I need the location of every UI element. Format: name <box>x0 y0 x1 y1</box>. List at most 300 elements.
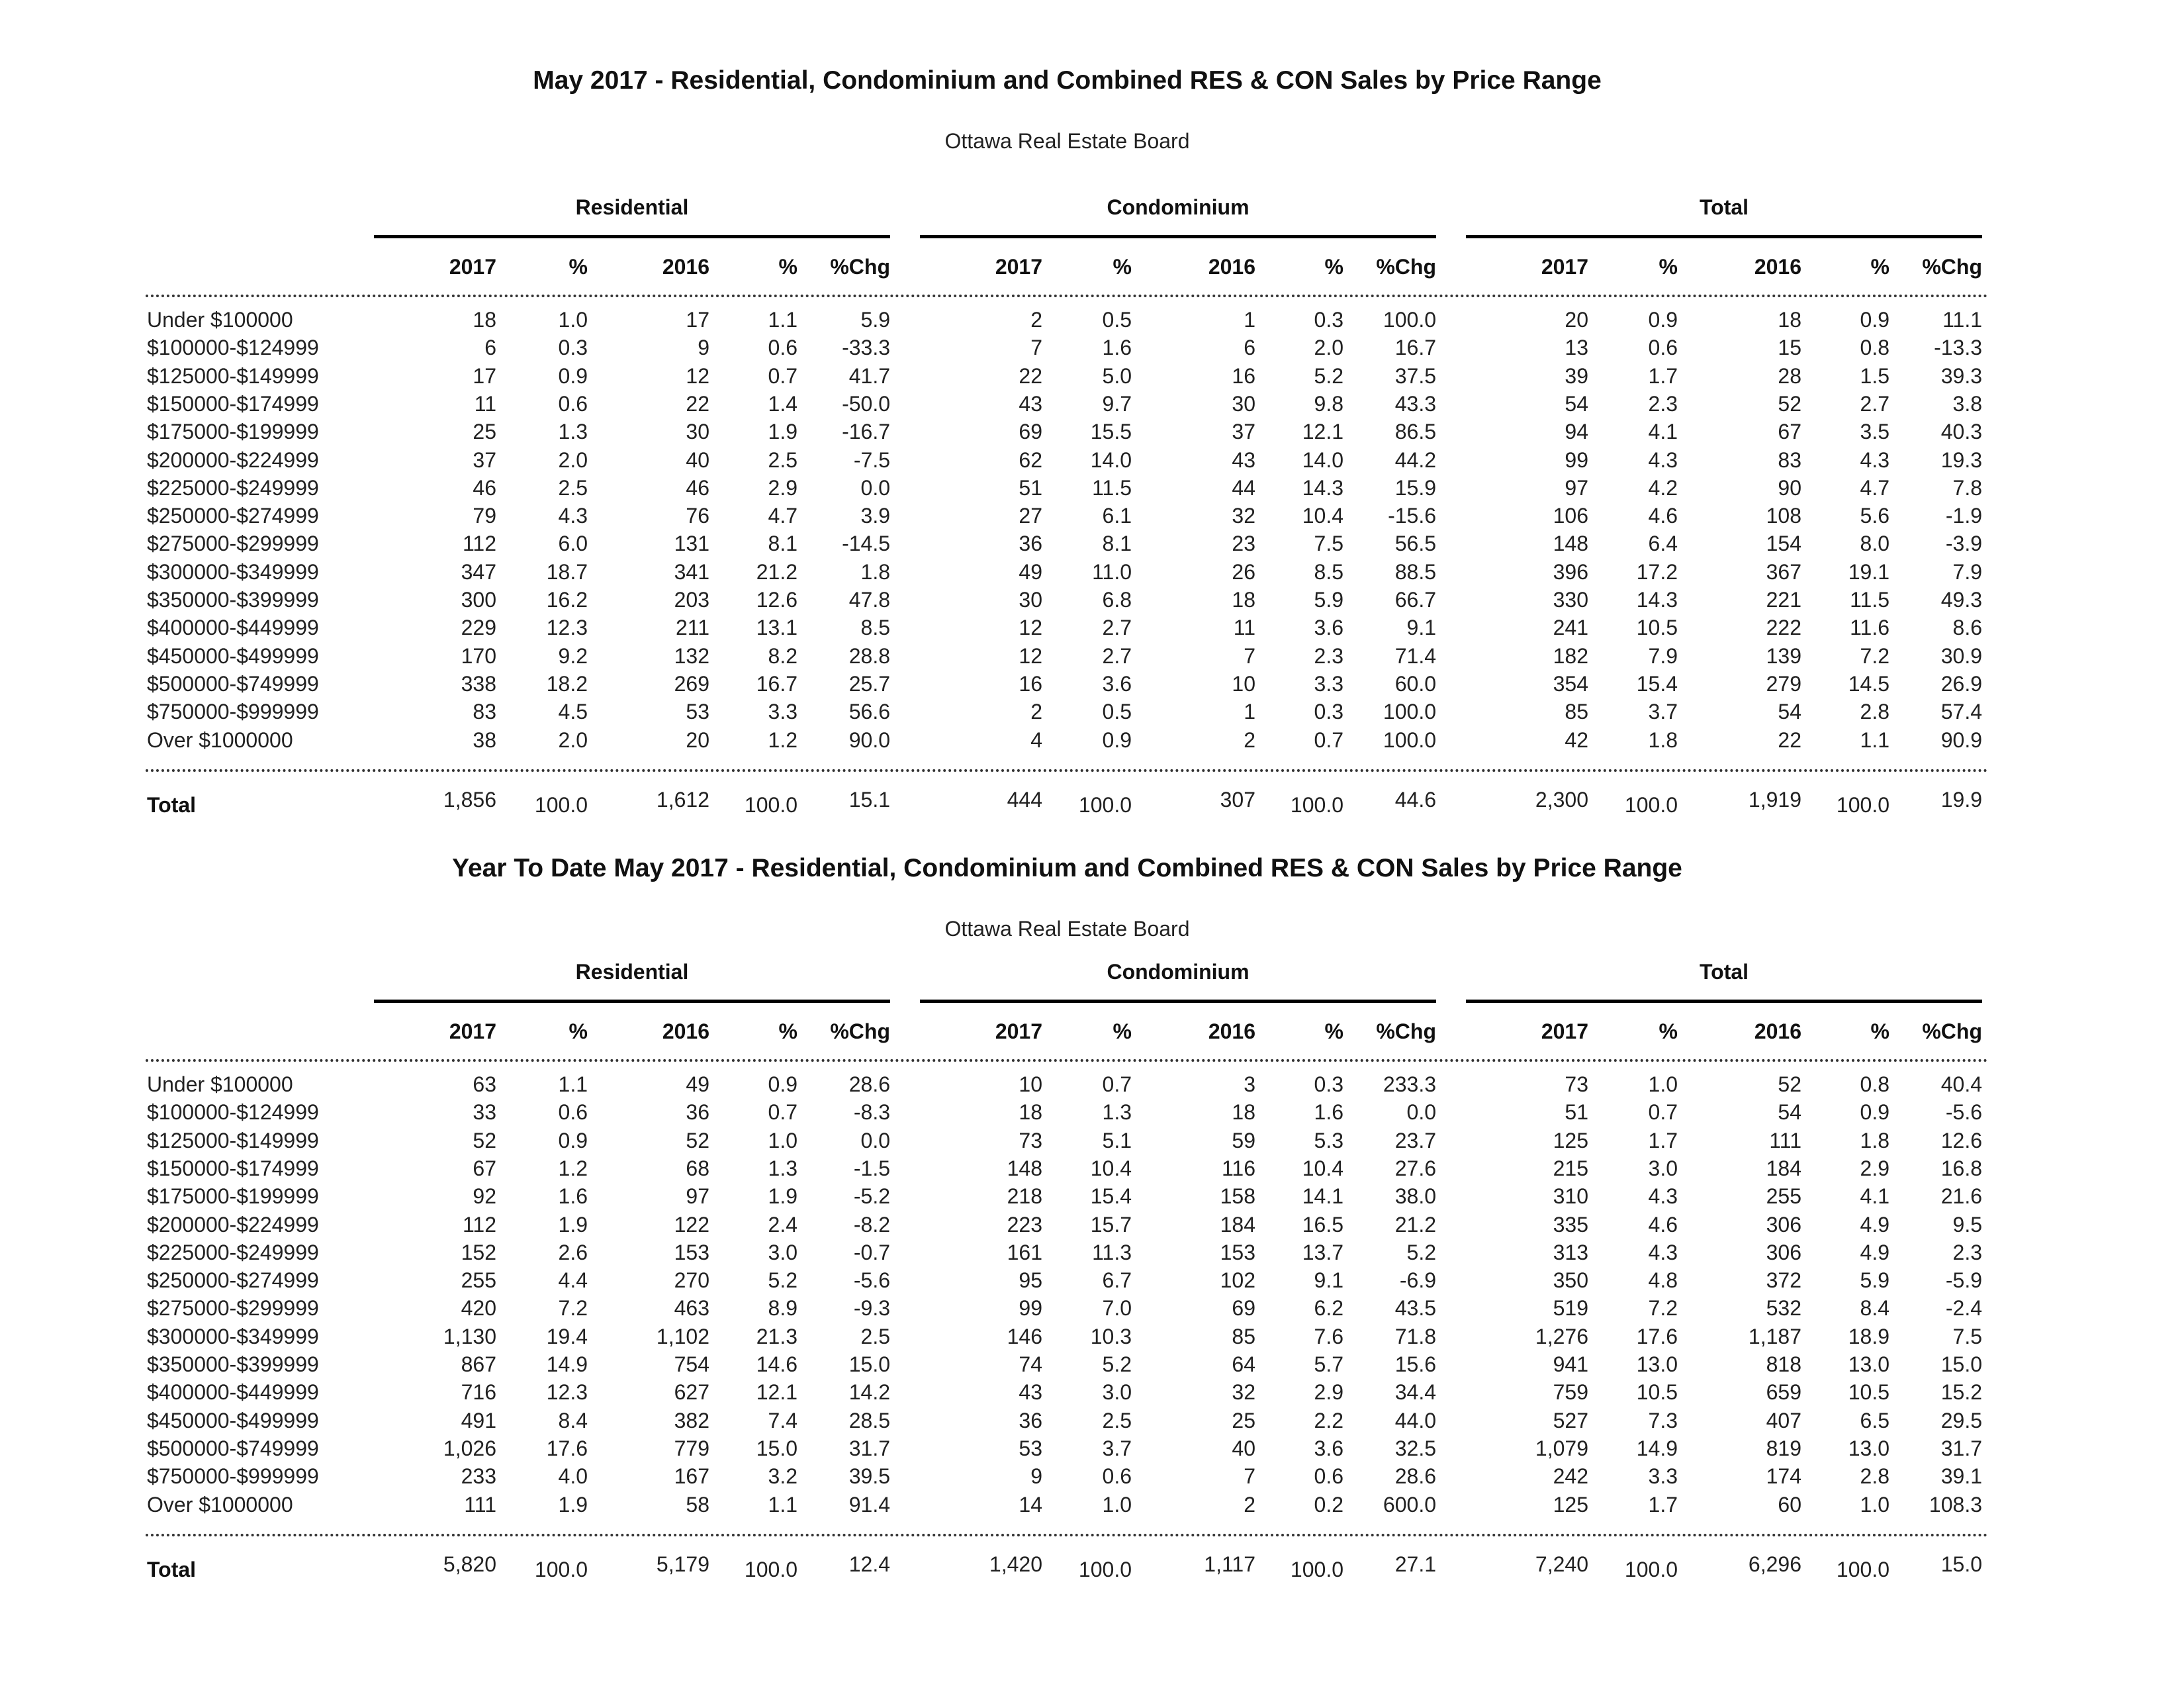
table-cell-con: 14 <box>1019 1492 1042 1517</box>
table-cell-res: 2.5 <box>558 475 588 500</box>
table-cell-res: -50.0 <box>842 391 890 416</box>
column-header: % <box>1113 255 1132 279</box>
table-cell-tot: 7.2 <box>1648 1296 1678 1321</box>
column-header: %Chg <box>1376 1019 1436 1043</box>
table-cell-tot: 335 <box>1553 1212 1588 1237</box>
table-cell-tot: 14.3 <box>1636 588 1678 612</box>
table-cell-con: 9 <box>1030 1464 1042 1489</box>
table-cell-res: 13.1 <box>756 616 797 640</box>
column-header: %Chg <box>1922 1019 1982 1043</box>
table-cell-tot: 8.6 <box>1952 616 1982 640</box>
table-cell-res: 28.6 <box>848 1072 890 1096</box>
table-cell-res: 1,026 <box>443 1436 496 1460</box>
table-cell-con: 30 <box>1232 391 1255 416</box>
table-cell-con: 74 <box>1019 1352 1042 1376</box>
table-cell-con: 2 <box>1030 308 1042 332</box>
table-cell-tot: 255 <box>1766 1184 1801 1209</box>
table-cell-con: 69 <box>1232 1296 1255 1321</box>
table-cell-con: 2 <box>1030 700 1042 724</box>
table-cell-con: 59 <box>1232 1128 1255 1152</box>
table-cell-tot: 1.7 <box>1648 1128 1678 1152</box>
table-cell-tot: 7.9 <box>1952 559 1982 584</box>
table-cell-res: -1.5 <box>853 1156 890 1180</box>
table-cell-con: 5.1 <box>1102 1128 1132 1152</box>
table-cell-res: 14.6 <box>756 1352 797 1376</box>
table-cell-res: 4.7 <box>768 504 797 528</box>
table-cell-con: 73 <box>1019 1128 1042 1152</box>
price-range-label: $125000-$149999 <box>147 1128 319 1152</box>
table-cell-res: 12.3 <box>546 616 588 640</box>
table-cell-tot: 941 <box>1553 1352 1588 1376</box>
table-cell-con: 43 <box>1232 447 1255 472</box>
table-cell-tot: 4.3 <box>1860 447 1889 472</box>
table-cell-tot: 19.1 <box>1848 559 1889 584</box>
price-range-label: $400000-$449999 <box>147 1380 319 1405</box>
price-range-label: $300000-$349999 <box>147 559 319 584</box>
table-cell-con: 12 <box>1019 643 1042 668</box>
table-cell-tot: 94 <box>1565 420 1588 444</box>
table-cell-res: 8.4 <box>558 1408 588 1432</box>
table-cell-con: 10.4 <box>1090 1156 1132 1180</box>
table-cell-tot: 39.1 <box>1940 1464 1982 1489</box>
table-cell-res: 4.0 <box>558 1464 588 1489</box>
table-cell-con: 1.6 <box>1102 336 1132 360</box>
table-cell-tot: 3.0 <box>1648 1156 1678 1180</box>
table-cell-tot: 241 <box>1553 616 1588 640</box>
table-cell-con: 18 <box>1232 1100 1255 1125</box>
total-cell-con: 100.0 <box>1078 793 1132 817</box>
price-range-label: $400000-$449999 <box>147 616 319 640</box>
table-cell-tot: 6.4 <box>1648 532 1678 556</box>
table-cell-tot: 2.3 <box>1648 391 1678 416</box>
table-cell-res: 167 <box>674 1464 709 1489</box>
table-cell-tot: 3.7 <box>1648 700 1678 724</box>
table-cell-res: 382 <box>674 1408 709 1432</box>
table-cell-con: 7 <box>1244 1464 1255 1489</box>
table-cell-tot: 139 <box>1766 643 1801 668</box>
table-cell-res: 56.6 <box>848 700 890 724</box>
table-cell-res: 33 <box>473 1100 496 1125</box>
table-cell-tot: 29.5 <box>1940 1408 1982 1432</box>
table-cell-tot: 7.9 <box>1648 643 1678 668</box>
table-cell-res: 131 <box>674 532 709 556</box>
table-cell-con: 100.0 <box>1383 727 1436 752</box>
table-cell-res: 28.5 <box>848 1408 890 1432</box>
table-cell-con: 3 <box>1244 1072 1255 1096</box>
table-cell-tot: 279 <box>1766 671 1801 696</box>
table-cell-tot: 1.7 <box>1648 1492 1678 1517</box>
table-cell-res: 40 <box>686 447 709 472</box>
total-cell-tot: 6,296 <box>1748 1552 1801 1576</box>
table-cell-con: 44.2 <box>1394 447 1436 472</box>
total-cell-con: 100.0 <box>1290 1558 1343 1581</box>
table-cell-tot: 2.3 <box>1952 1240 1982 1264</box>
table-cell-con: 2.7 <box>1102 616 1132 640</box>
total-cell-tot: 15.0 <box>1940 1552 1982 1576</box>
table-cell-tot: 306 <box>1766 1240 1801 1264</box>
table-cell-con: 15.4 <box>1090 1184 1132 1209</box>
table-cell-con: 32 <box>1232 1380 1255 1405</box>
table-cell-tot: 184 <box>1766 1156 1801 1180</box>
column-header: %Chg <box>1922 255 1982 279</box>
table-cell-tot: 407 <box>1766 1408 1801 1432</box>
table-cell-tot: 154 <box>1766 532 1801 556</box>
table-cell-tot: 9.5 <box>1952 1212 1982 1237</box>
price-range-label: $750000-$999999 <box>147 700 319 724</box>
table-cell-con: 146 <box>1007 1324 1042 1348</box>
dotted-divider <box>146 1059 1989 1062</box>
table-cell-con: 7 <box>1030 336 1042 360</box>
table-cell-tot: 11.5 <box>1850 588 1889 612</box>
table-cell-tot: 1,187 <box>1748 1324 1801 1348</box>
table-cell-res: 53 <box>686 700 709 724</box>
table-cell-res: 12.3 <box>546 1380 588 1405</box>
column-header: % <box>778 1019 797 1043</box>
price-range-label: $225000-$249999 <box>147 475 319 500</box>
total-cell-res: 100.0 <box>534 1558 588 1581</box>
table-cell-con: -15.6 <box>1388 504 1436 528</box>
table-cell-tot: 90 <box>1778 475 1801 500</box>
table-cell-tot: 3.3 <box>1648 1464 1678 1489</box>
table-cell-tot: 13.0 <box>1636 1352 1678 1376</box>
price-range-label: $350000-$399999 <box>147 1352 319 1376</box>
table-cell-tot: 4.2 <box>1648 475 1678 500</box>
table-cell-tot: 519 <box>1553 1296 1588 1321</box>
table-cell-con: 30 <box>1019 588 1042 612</box>
table-cell-tot: 57.4 <box>1940 700 1982 724</box>
table-cell-con: 233.3 <box>1383 1072 1436 1096</box>
table-cell-con: 16 <box>1019 671 1042 696</box>
table-cell-res: 153 <box>674 1240 709 1264</box>
table-cell-tot: 367 <box>1766 559 1801 584</box>
total-cell-tot: 100.0 <box>1624 793 1678 817</box>
table-cell-tot: 215 <box>1553 1156 1588 1180</box>
table-cell-res: 31.7 <box>848 1436 890 1460</box>
table-cell-con: 14.3 <box>1302 475 1343 500</box>
table-cell-tot: 85 <box>1565 700 1588 724</box>
group-label-total: Total <box>1699 960 1749 984</box>
total-cell-res: 12.4 <box>848 1552 890 1576</box>
table-cell-tot: 818 <box>1766 1352 1801 1376</box>
table-cell-tot: 52 <box>1778 391 1801 416</box>
column-header: 2016 <box>662 255 709 279</box>
total-cell-res: 1,612 <box>656 788 709 812</box>
table-cell-res: 12.6 <box>756 588 797 612</box>
table-cell-res: 132 <box>674 643 709 668</box>
table-cell-res: 9.2 <box>558 643 588 668</box>
table-cell-res: 1.0 <box>768 1128 797 1152</box>
table-cell-res: 15.0 <box>756 1436 797 1460</box>
column-header: % <box>1113 1019 1132 1043</box>
price-range-label: $250000-$274999 <box>147 504 319 528</box>
table-cell-res: 867 <box>461 1352 496 1376</box>
table-cell-tot: 13.0 <box>1848 1352 1889 1376</box>
table-cell-res: 11 <box>474 391 496 416</box>
table-cell-con: 9.7 <box>1102 391 1132 416</box>
table-cell-res: 83 <box>473 700 496 724</box>
table-cell-tot: 40.3 <box>1940 420 1982 444</box>
table-cell-res: 36 <box>686 1100 709 1125</box>
table-cell-con: 11.3 <box>1092 1240 1132 1264</box>
table-cell-res: 1.9 <box>768 420 797 444</box>
table-cell-res: 92 <box>473 1184 496 1209</box>
table-cell-tot: 6.5 <box>1860 1408 1889 1432</box>
table-cell-res: 779 <box>674 1436 709 1460</box>
table-cell-res: 8.9 <box>768 1296 797 1321</box>
table-cell-tot: 52 <box>1778 1072 1801 1096</box>
table-cell-res: -5.6 <box>853 1268 890 1293</box>
table-cell-res: -8.2 <box>853 1212 890 1237</box>
price-range-label: $100000-$124999 <box>147 1100 319 1125</box>
column-header: % <box>1324 255 1343 279</box>
table-cell-tot: 819 <box>1766 1436 1801 1460</box>
table-cell-con: 3.3 <box>1314 671 1343 696</box>
table-cell-con: 6.7 <box>1102 1268 1132 1293</box>
table-cell-res: 1,102 <box>656 1324 709 1348</box>
table-cell-con: 25 <box>1232 1408 1255 1432</box>
table-cell-con: 0.2 <box>1314 1492 1343 1517</box>
table-cell-res: 1.2 <box>768 727 797 752</box>
table-cell-res: 420 <box>461 1296 496 1321</box>
total-cell-tot: 1,919 <box>1748 788 1801 812</box>
column-header: 2017 <box>1541 255 1588 279</box>
table-cell-res: 111 <box>464 1492 496 1517</box>
table-cell-tot: 11.1 <box>1942 308 1982 332</box>
table-cell-con: 2.3 <box>1314 643 1343 668</box>
column-header: % <box>1324 1019 1343 1043</box>
table-cell-con: 40 <box>1232 1436 1255 1460</box>
table-cell-tot: 4.3 <box>1648 1184 1678 1209</box>
table-cell-tot: 28 <box>1778 363 1801 388</box>
table-cell-con: 5.2 <box>1314 363 1343 388</box>
table-cell-tot: 659 <box>1766 1380 1801 1405</box>
table-cell-res: -7.5 <box>853 447 890 472</box>
table-cell-res: 17.6 <box>546 1436 588 1460</box>
table-cell-tot: 148 <box>1553 532 1588 556</box>
monthly-report-title: May 2017 - Residential, Condominium and Combined RES & CON Sales by Price Range <box>533 66 1602 95</box>
table-cell-tot: 306 <box>1766 1212 1801 1237</box>
table-cell-res: 491 <box>461 1408 496 1432</box>
table-cell-con: 15.9 <box>1394 475 1436 500</box>
total-cell-res: 5,820 <box>443 1552 496 1576</box>
table-cell-tot: -13.3 <box>1934 336 1982 360</box>
total-cell-res: 100.0 <box>534 793 588 817</box>
table-cell-con: 62 <box>1019 447 1042 472</box>
table-cell-tot: 1.1 <box>1860 727 1889 752</box>
table-cell-con: 223 <box>1007 1212 1042 1237</box>
dotted-divider <box>146 769 1989 772</box>
table-cell-res: -8.3 <box>853 1100 890 1125</box>
table-cell-tot: 111 <box>1769 1128 1801 1152</box>
table-cell-con: 71.4 <box>1394 643 1436 668</box>
table-cell-res: 79 <box>473 504 496 528</box>
table-cell-con: 4 <box>1030 727 1042 752</box>
table-cell-con: 102 <box>1220 1268 1255 1293</box>
table-cell-res: 0.7 <box>768 363 797 388</box>
table-cell-res: 8.5 <box>860 616 890 640</box>
price-range-label: Over $1000000 <box>147 727 293 752</box>
total-cell-res: 1,856 <box>443 788 496 812</box>
total-cell-con: 27.1 <box>1394 1552 1436 1576</box>
price-range-label: $275000-$299999 <box>147 532 319 556</box>
table-cell-tot: 2.9 <box>1860 1156 1889 1180</box>
table-cell-res: 341 <box>674 559 709 584</box>
column-header: % <box>569 255 588 279</box>
table-cell-res: 170 <box>461 643 496 668</box>
table-cell-con: 0.5 <box>1102 700 1132 724</box>
table-cell-tot: 11.6 <box>1850 616 1889 640</box>
table-cell-con: 37 <box>1232 420 1255 444</box>
table-cell-res: 211 <box>675 616 709 640</box>
table-cell-con: 43 <box>1019 1380 1042 1405</box>
table-cell-res: 112 <box>462 1212 496 1237</box>
table-cell-con: 11.5 <box>1092 475 1132 500</box>
table-cell-tot: 1,276 <box>1535 1324 1588 1348</box>
total-cell-res: 100.0 <box>744 1558 797 1581</box>
table-cell-res: 2.0 <box>558 447 588 472</box>
table-cell-res: 9 <box>698 336 709 360</box>
table-cell-res: -9.3 <box>853 1296 890 1321</box>
table-cell-res: 90.0 <box>848 727 890 752</box>
table-cell-tot: 1,079 <box>1535 1436 1588 1460</box>
total-cell-tot: 100.0 <box>1836 1558 1889 1581</box>
table-cell-tot: 17.2 <box>1636 559 1678 584</box>
price-range-label: $100000-$124999 <box>147 336 319 360</box>
table-cell-res: 203 <box>674 588 709 612</box>
table-cell-res: 3.2 <box>768 1464 797 1489</box>
table-cell-con: 56.5 <box>1394 532 1436 556</box>
column-header: %Chg <box>830 1019 890 1043</box>
table-cell-tot: -5.9 <box>1945 1268 1982 1293</box>
table-cell-res: 270 <box>674 1268 709 1293</box>
table-cell-tot: 7.3 <box>1648 1408 1678 1432</box>
table-cell-tot: 4.9 <box>1860 1240 1889 1264</box>
table-cell-tot: 10.5 <box>1636 616 1678 640</box>
table-cell-con: 13.7 <box>1302 1240 1343 1264</box>
table-cell-con: 7.5 <box>1314 532 1343 556</box>
table-cell-res: 20 <box>686 727 709 752</box>
table-cell-res: 7.4 <box>768 1408 797 1432</box>
table-cell-con: 18 <box>1019 1100 1042 1125</box>
table-cell-con: 3.7 <box>1102 1436 1132 1460</box>
table-cell-tot: 14.9 <box>1636 1436 1678 1460</box>
table-cell-con: 2.9 <box>1314 1380 1343 1405</box>
table-cell-con: 51 <box>1019 475 1042 500</box>
table-cell-tot: 310 <box>1553 1184 1588 1209</box>
table-cell-res: 4.3 <box>558 504 588 528</box>
table-cell-tot: 39.3 <box>1940 363 1982 388</box>
table-cell-tot: 73 <box>1565 1072 1588 1096</box>
table-cell-tot: 26.9 <box>1940 671 1982 696</box>
table-cell-con: 2.5 <box>1102 1408 1132 1432</box>
table-cell-res: 152 <box>461 1240 496 1264</box>
table-cell-res: 347 <box>461 559 496 584</box>
table-cell-tot: 0.8 <box>1860 336 1889 360</box>
table-cell-tot: 49.3 <box>1940 588 1982 612</box>
table-cell-con: 1.6 <box>1314 1100 1343 1125</box>
table-cell-tot: 182 <box>1553 643 1588 668</box>
price-range-label: $500000-$749999 <box>147 671 319 696</box>
table-cell-res: 18.2 <box>546 671 588 696</box>
column-header: 2016 <box>662 1019 709 1043</box>
table-cell-con: 0.9 <box>1102 727 1132 752</box>
table-cell-res: 18 <box>473 308 496 332</box>
table-cell-con: 0.6 <box>1102 1464 1132 1489</box>
table-cell-tot: -2.4 <box>1945 1296 1982 1321</box>
total-cell-con: 1,117 <box>1204 1552 1255 1576</box>
table-cell-res: 338 <box>461 671 496 696</box>
total-cell-tot: 7,240 <box>1535 1552 1588 1576</box>
table-cell-con: 10.3 <box>1090 1324 1132 1348</box>
table-cell-tot: -5.6 <box>1945 1100 1982 1125</box>
table-cell-con: 60.0 <box>1394 671 1436 696</box>
table-cell-res: 46 <box>686 475 709 500</box>
table-cell-con: 6.1 <box>1102 504 1132 528</box>
table-cell-res: 49 <box>686 1072 709 1096</box>
table-cell-con: 0.7 <box>1102 1072 1132 1096</box>
table-cell-con: 10 <box>1232 671 1255 696</box>
table-cell-res: 30 <box>686 420 709 444</box>
table-cell-con: 23 <box>1232 532 1255 556</box>
table-cell-con: 7.6 <box>1314 1324 1343 1348</box>
table-cell-res: 1.2 <box>558 1156 588 1180</box>
table-cell-con: 0.5 <box>1102 308 1132 332</box>
table-cell-tot: 67 <box>1778 420 1801 444</box>
table-cell-con: 9.8 <box>1314 391 1343 416</box>
table-cell-con: 12.1 <box>1302 420 1343 444</box>
table-cell-con: 6 <box>1244 336 1255 360</box>
table-cell-tot: 4.7 <box>1860 475 1889 500</box>
group-label-condominium: Condominium <box>1107 195 1250 219</box>
total-cell-tot: 100.0 <box>1836 793 1889 817</box>
price-range-label: $275000-$299999 <box>147 1296 319 1321</box>
table-cell-con: 14.1 <box>1302 1184 1343 1209</box>
table-cell-res: 1.9 <box>558 1212 588 1237</box>
table-cell-con: 0.3 <box>1314 1072 1343 1096</box>
table-cell-tot: 22 <box>1778 727 1801 752</box>
table-cell-res: 8.1 <box>768 532 797 556</box>
table-cell-res: 229 <box>461 616 496 640</box>
table-cell-tot: 18.9 <box>1848 1324 1889 1348</box>
table-cell-res: 18.7 <box>546 559 588 584</box>
table-cell-con: 116 <box>1221 1156 1255 1180</box>
table-cell-con: 0.7 <box>1314 727 1343 752</box>
table-cell-res: 1,130 <box>443 1324 496 1348</box>
table-cell-tot: 1.0 <box>1648 1072 1678 1096</box>
table-cell-con: 161 <box>1007 1240 1042 1264</box>
table-cell-con: 44.0 <box>1394 1408 1436 1432</box>
table-cell-tot: 0.9 <box>1860 1100 1889 1125</box>
table-cell-tot: 5.6 <box>1860 504 1889 528</box>
column-header: % <box>1870 1019 1889 1043</box>
table-cell-tot: 97 <box>1565 475 1588 500</box>
table-cell-tot: 10.5 <box>1848 1380 1889 1405</box>
table-cell-res: 122 <box>674 1212 709 1237</box>
table-cell-con: 2.7 <box>1102 643 1132 668</box>
table-cell-res: 1.9 <box>768 1184 797 1209</box>
table-cell-tot: 4.3 <box>1648 447 1678 472</box>
table-cell-con: 1 <box>1244 308 1255 332</box>
table-cell-tot: 40.4 <box>1940 1072 1982 1096</box>
price-range-label: $175000-$199999 <box>147 420 319 444</box>
table-cell-tot: 0.7 <box>1648 1100 1678 1125</box>
total-cell-res: 100.0 <box>744 793 797 817</box>
table-cell-res: 52 <box>473 1128 496 1152</box>
group-label-residential: Residential <box>575 960 689 984</box>
table-cell-con: 36 <box>1019 532 1042 556</box>
table-cell-res: 1.1 <box>768 1492 797 1517</box>
table-cell-tot: 221 <box>1766 588 1801 612</box>
